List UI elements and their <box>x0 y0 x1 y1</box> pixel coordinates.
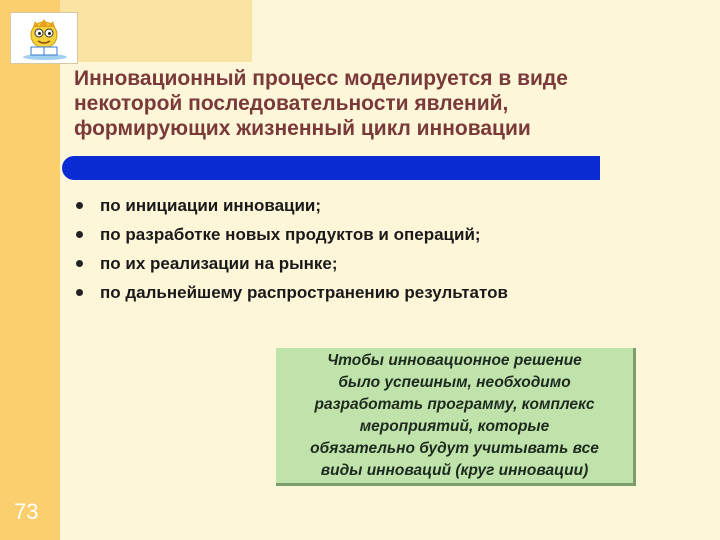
callout-box <box>276 348 636 486</box>
list-item <box>74 220 508 249</box>
callout-line: разработать программу, комплекс <box>314 395 595 413</box>
callout-line: обязательно будут учитывать все <box>310 439 599 457</box>
list-item <box>74 278 508 307</box>
list-item-text: по разработке новых продуктов и операций; <box>100 225 481 244</box>
list-item <box>74 191 508 220</box>
callout-line: виды инноваций (круг инновации) <box>320 461 589 479</box>
list-item-text: по их реализации на рынке; <box>100 254 338 273</box>
bullet-dot-icon <box>76 289 83 296</box>
top-decorative-band <box>60 0 252 62</box>
callout-line: было успешным, необходимо <box>338 373 571 391</box>
bullet-dot-icon <box>76 260 83 267</box>
callout-line: мероприятий, которые <box>359 417 550 435</box>
list-item-text: по дальнейшему распространению результатов <box>100 283 508 302</box>
cartoon-student-reading-icon <box>11 13 77 63</box>
accent-bar <box>62 156 600 180</box>
slide-title <box>74 66 674 141</box>
page-number: 73 <box>14 499 39 524</box>
title-line: некоторой последовательности явлений, <box>74 92 509 115</box>
bullet-list <box>74 191 508 307</box>
list-item <box>74 249 508 278</box>
title-line: формирующих жизненный цикл инновации <box>74 117 531 140</box>
callout-line: Чтобы инновационное решение <box>327 351 582 369</box>
logo-frame <box>10 12 78 64</box>
title-line: Инновационный процесс моделируется в виде <box>74 67 568 90</box>
list-item-text: по инициации инновации; <box>100 196 322 215</box>
left-decorative-strip <box>0 0 60 540</box>
bullet-dot-icon <box>76 231 83 238</box>
bullet-dot-icon <box>76 202 83 209</box>
